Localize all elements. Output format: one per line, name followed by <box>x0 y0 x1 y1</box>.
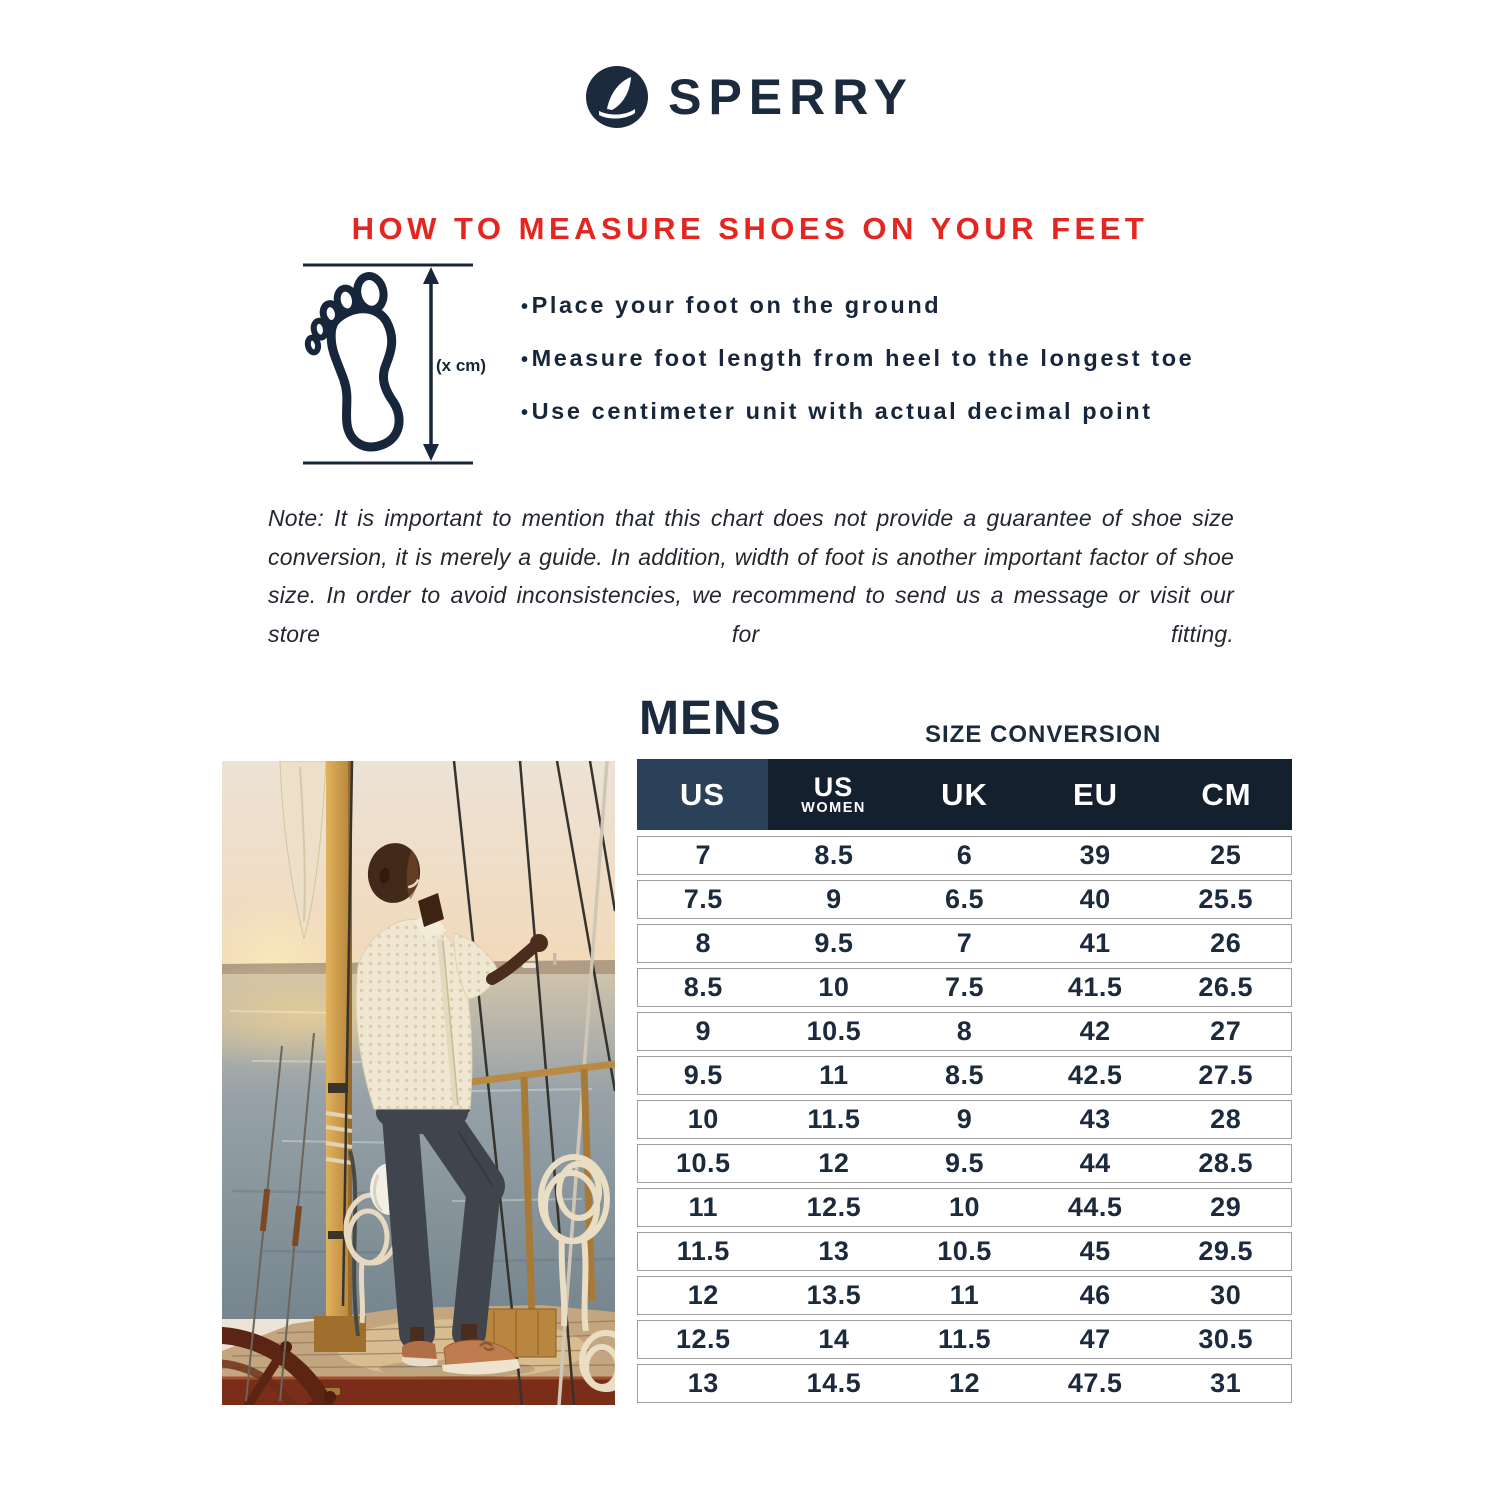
size-cell: 31 <box>1210 1368 1242 1398</box>
table-row <box>637 1320 1292 1359</box>
size-cell: 14.5 <box>806 1368 862 1398</box>
size-cell: 29 <box>1210 1192 1242 1222</box>
table-row <box>637 968 1292 1007</box>
size-cell: 28 <box>1210 1104 1242 1134</box>
size-cell: 26 <box>1210 928 1242 958</box>
size-cell: 10.5 <box>676 1148 731 1178</box>
column-header-us-women: US WOMEN <box>801 771 866 816</box>
table-row <box>637 1012 1292 1051</box>
brand-header <box>0 66 1500 128</box>
size-cell: 14 <box>818 1324 850 1354</box>
size-cell: 12 <box>687 1280 719 1310</box>
size-cell: 13 <box>687 1368 719 1398</box>
size-cell: 9.5 <box>944 1148 985 1178</box>
size-cell: 7 <box>956 928 973 958</box>
size-cell: 47.5 <box>1067 1368 1123 1398</box>
size-cell: 29.5 <box>1198 1236 1253 1266</box>
footprint-icon <box>296 274 414 456</box>
size-cell: 27 <box>1210 1016 1242 1046</box>
size-cell: 11 <box>949 1280 980 1310</box>
instruction-item <box>521 398 1194 425</box>
diagram-cm-label: (x cm) <box>436 356 487 375</box>
size-cell: 40 <box>1079 884 1111 914</box>
table-header-row <box>637 759 1292 830</box>
chart-subtitle: SIZE CONVERSION <box>925 721 1162 748</box>
instruction-text: Use centimeter unit with actual decimal point <box>531 398 1153 424</box>
size-cell: 8.5 <box>814 840 854 870</box>
size-cell: 44.5 <box>1067 1192 1123 1222</box>
size-cell: 47 <box>1079 1324 1111 1354</box>
size-cell: 13.5 <box>806 1280 862 1310</box>
table-row <box>637 1144 1292 1183</box>
bullet-icon: • <box>521 402 531 424</box>
table-row <box>637 1188 1292 1227</box>
size-cell: 11.5 <box>676 1236 730 1266</box>
size-cell: 12 <box>818 1148 850 1178</box>
instruction-item <box>521 292 1194 319</box>
size-cell: 42.5 <box>1067 1060 1123 1090</box>
size-cell: 7.5 <box>683 884 723 914</box>
size-cell: 11 <box>688 1192 719 1222</box>
size-cell: 9 <box>956 1104 973 1134</box>
size-cell: 8 <box>695 928 712 958</box>
table-body <box>637 836 1292 1403</box>
instruction-item <box>521 345 1194 372</box>
size-cell: 45 <box>1079 1236 1111 1266</box>
size-cell: 8.5 <box>683 972 723 1002</box>
size-cell: 9.5 <box>683 1060 723 1090</box>
instruction-list <box>521 292 1194 451</box>
size-cell: 26.5 <box>1198 972 1253 1002</box>
table-row <box>637 924 1292 963</box>
size-cell: 12.5 <box>676 1324 731 1354</box>
chart-heading <box>637 692 1292 759</box>
bullet-icon: • <box>521 349 531 371</box>
size-cell: 30 <box>1210 1280 1242 1310</box>
size-cell: 9 <box>695 1016 712 1046</box>
size-cell: 28.5 <box>1198 1148 1253 1178</box>
column-header-uk: UK <box>941 776 988 812</box>
foot-measure-diagram <box>293 254 493 476</box>
distant-lighthouse <box>553 953 557 965</box>
size-cell: 13 <box>818 1236 850 1266</box>
size-cell: 6 <box>956 840 973 870</box>
table-row <box>637 1056 1292 1095</box>
table-row <box>637 1276 1292 1315</box>
table-row <box>637 880 1292 919</box>
sailboat-photo <box>222 761 615 1405</box>
size-cell: 9.5 <box>814 928 854 958</box>
size-cell: 8 <box>956 1016 973 1046</box>
brand-wordmark: SPERRY <box>668 69 914 125</box>
size-cell: 8.5 <box>944 1060 985 1090</box>
table-row <box>637 1364 1292 1403</box>
size-cell: 43 <box>1079 1104 1111 1134</box>
bullet-icon: • <box>521 296 531 318</box>
right-hand-gripping-line <box>530 934 548 952</box>
size-cell: 41.5 <box>1067 972 1123 1002</box>
section-title: MENS <box>639 692 782 745</box>
size-cell: 39 <box>1079 840 1111 870</box>
size-cell: 6.5 <box>944 884 985 914</box>
size-cell: 10 <box>818 972 850 1002</box>
table-row <box>637 836 1292 875</box>
size-cell: 10 <box>948 1192 981 1222</box>
size-cell: 7.5 <box>944 972 985 1002</box>
instruction-text: Place your foot on the ground <box>531 292 942 318</box>
size-cell: 44 <box>1079 1148 1111 1178</box>
size-conversion-chart <box>637 692 1292 1408</box>
size-cell: 42 <box>1079 1016 1111 1046</box>
size-cell: 46 <box>1079 1280 1111 1310</box>
table-row <box>637 1100 1292 1139</box>
size-cell: 25 <box>1210 840 1242 870</box>
table-row <box>637 1232 1292 1271</box>
column-header-cm: CM <box>1201 776 1252 812</box>
size-cell: 12.5 <box>806 1192 862 1222</box>
size-cell: 10.5 <box>806 1016 862 1046</box>
size-cell: 10 <box>687 1104 719 1134</box>
size-cell: 7 <box>695 840 712 870</box>
page-title: HOW TO MEASURE SHOES ON YOUR FEET <box>351 210 1149 246</box>
size-cell: 41 <box>1079 928 1111 958</box>
size-cell: 27.5 <box>1198 1060 1253 1090</box>
disclaimer-note: Note: It is important to mention that this chart does not provide a guarantee of shoe size conversion, it is merely a guide. In addition, width of foot is another important factor of shoe size. In order to avoid inconsistencies, we recommend to send us a message or visit our store for fitting. <box>268 505 1234 647</box>
size-cell: 11 <box>819 1060 849 1090</box>
distant-boat <box>522 963 536 968</box>
size-cell: 12 <box>948 1368 981 1398</box>
column-header-eu: EU <box>1072 776 1119 812</box>
column-header-us: US <box>637 759 768 830</box>
size-cell: 11.5 <box>807 1104 861 1134</box>
sperry-sailboat-logo-icon <box>586 66 648 128</box>
size-cell: 11.5 <box>937 1324 992 1354</box>
size-cell: 30.5 <box>1198 1324 1253 1354</box>
size-cell: 10.5 <box>937 1236 992 1266</box>
instruction-text: Measure foot length from heel to the longest toe <box>531 345 1195 371</box>
size-cell: 9 <box>826 884 842 914</box>
size-cell: 25.5 <box>1198 884 1253 914</box>
